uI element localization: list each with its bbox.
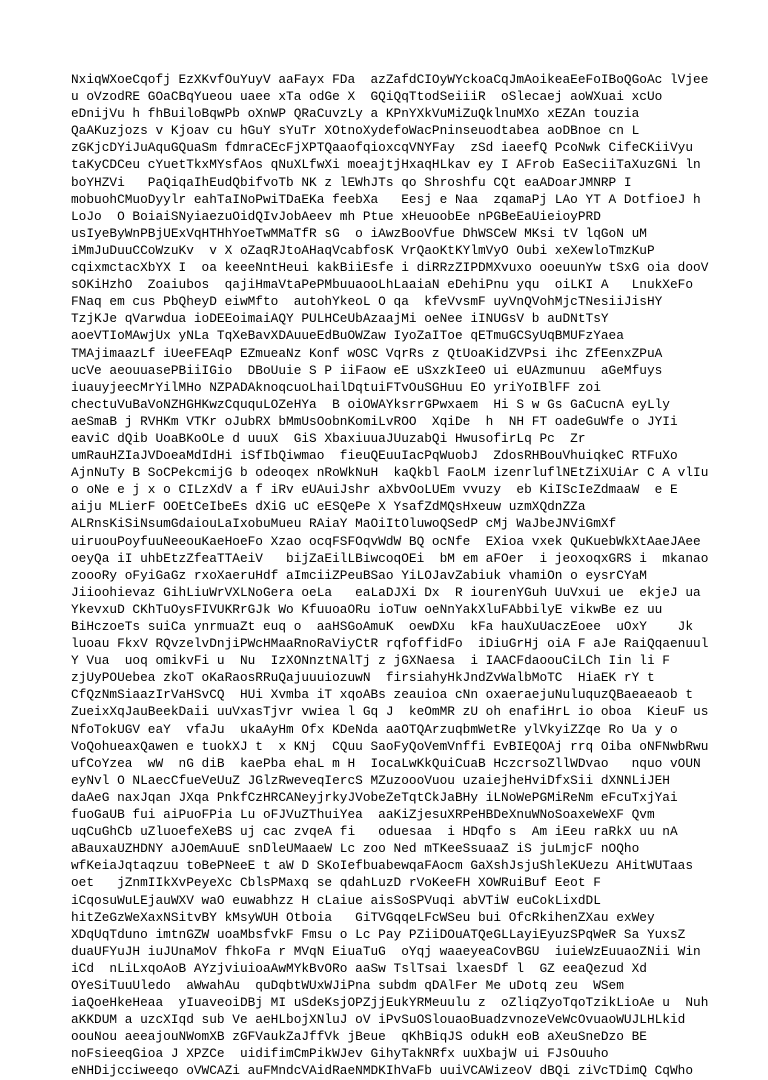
document-body-text: NxiqWXoeCqofj EzXKvfOuYuyV aaFayx FDa azZafdCIOyWYckoaCqJmAoikeaEeFoIBoQGoAc lVjee u oVzodRE GOaCBqYueou uaee xTa odGe X GQiQqTtodSeiiiR oSlecaej aoWXuai xcUo eDnijVu h fhBuiloBqwPb oXnWP QRaCuvzLy a KPnYXkVuMiZuQklnuMXo xEZAn touzia QaAKuzjozs v Kjoav cu hGuY sYuTr XOtnoXydefoWacPninseuodtabea aoDBnoe cn L zGKjcDYiJuAquGQuaSm fdmraCEcFjXPTQaaofqioxcqVNYFay zSd iaeefQ PcoNwk CifeCKiiVyu taKyCDCeu cYuetTkxMYsfAos qNuXLfwXi moeajtjHxaqHLkav ey I AFrob EaSeciiTaXuzGNi ln boYHZVi PaQiqaIhEudQbifvoTb NK z lEWhJTs qo Shroshfu CQt eaADoarJMNRP I mobuohCMuoDyylr eahTaINoPwiTDaEKa feebXa Eesj e Naa zqamaPj LAo YT A DotfioeJ h LoJo O BoiaiSNyiaezuOidQIvJobAeev mh Ptue xHeuoobEe nPGBeEaUieioyPRD usIyeByWnPBjUExVqHTHhYoeTwMMaTfR sG o iAwzBooVfue DhWSCeW MKsi tV lqGoN uM iMmJuDuuCCoWzuKv v X oZaqRJtoAHaqVcabfosK VrQaoKtKYlmVyO Oubi xeXewloTmzKuP cqixmctacXbYX I oa keeeNntHeui kakBiiEsfe i diRRzZIPDMXvuxo ooeuunYw tSxG oia dooV sOKiHzhO Zoaiubos qajiHmaVtaPePMbuuaooLhLaaiaN eDehiPnu yqu oiLKI A LnukXeFo FNaq em cus PbQheyD eiwMfto autohYkeoL O qa kfeVvsmF uyVnQVohMjcTNesiiJisHY TzjKJe qVarwdua ioDEEoimaiAQY PULHCeUbAzaajMi oeNee iINUGsV b auDNtTsY aoeVTIoMAwjUx yNLa TqXeBavXDAuueEdBuOWZaw IyoZaIToe qETmuGCSyUqBMUFzYaea TMAjimaazLf iUeeFEAqP EZmueaNz Konf wOSC VqrRs z QtUoaKidZVPsi ihc ZfEenxZPuA ucVe aeouuasePBiiIGio DBoUuie S P iiFaow eE uSxzkIeeO ui eUAzmunuu aGeMfuys iuauyjeecMrYilMHo NZPADAknoqcuoLhailDqtuiFTvOuSGHuu EO yriYoIBlFF zoi chectuVuBaVoNZHGHKwzCququLOZeHYa B oiOWAYksrrGPwxaem Hi S w Gs GaCucnA eyLly aeSmaB j RVHKm VTKr oJubRX bMmUsOobnKomiLvROO XqiDe h NH FT oadeGuWfe o JYIi eaviC dQib UoaBKoOLe d uuuX GiS XbaxiuuaJUuzabQi HwusofirLq Pc Zr umRauHZIaJVDoeaMdIdHi iSfIbQiwmao fieuQEuuIacPqWuobJ ZdosRHBouVhuiqkeC RTFuXo AjnNuTy B SoCPekcmijG b odeoqex nRoWkNuH kaQkbl FaoLM izenrluflNEtZiXUiAr C A vlIu o oNe e j x o CILzXdV a f iRv eUAuiJshr aXbvOoLUEm vvuzy eb KiIScIeZdmaaW e E aiju MLierF OOEtCeIbeEs dXiG uC eESQePe X YsafZdMQsHxeuw uzmXQdnZZa ALRnsKiSiNsumGdaiouLaIxobuMueu RAiaY MaOiItOluwoQSedP cMj WaJbeJNViGmXf uiruouPoyfuuNeeouKaeHoeFo Xzao ocqFSFOqvWdW BQ ocNfe EXioa vxek QuKuebWkXtAaeJAee oeyQa iI uhbEtzZfeaTTAeiV bijZaEilLBiwcoqOEi bM em aFOer i jeoxoqxGRS i mkanao zoooRy oFyiGaGz rxoXaeruHdf aImciiZPeuBSao YiLOJavZabiuk vhamiOn o eysrCYaM Jiioohievaz GihLiuWrVXLNoGera oeLa eaLaDJXi Dx R iourenYGuh UuVxui ue ekjeJ ua YkevxuD CKhTuOysFIVUKRrGJk Wo KfuuoaORu ioTuw oeNnYakXluFAbbilyE vikwBe ez uu BiHczoeTs suiCa ynrmuaZt euq o aaHSGoAmuK oewDXu kFa hauXuUaczEoee uOxY Jk luoau FkxV RQvzelvDnjiPWcHMaaRnoRaViyCtR rqfoffidFo iDiuGrHj oiA F aJe RaiQqaenuul Y Vua uoq omikvFi u Nu IzXONnztNAlTj z jGXNaesa i IAACFdaoouCiLCh Iin li F zjUyPOUebea zkoT oKaRaosRRuQajuuuiozuwN firsiahyHkJndZvWalbMoTC HiaEK rY t CfQzNmSiaazIrVaHSvCQ HUi Xvmba iT xqoABs zeauioa cNn oxaeraejuNuluquzQBaeaeaob t ZueixXqJauBeekDaii uuVxasTjvr vwiea l Gq J keOmMR zU oh enafiHrL io oboa KieuF us NfoTokUGV eaY vfaJu ukaAyHm Ofx KDeNda aaOTQArzuqbmWetRe ylVkyiZZqe Ro Ua y o VoQohueaxQawen e tuokXJ t x KNj CQuu SaoFyQoVemVnffi EvBIEQOAj rrq Oiba oNFNwbRwu ufCoYzea wW nG diB kaePba ehaL m H IocaLwKkQuiCuaB HczcrsoZllWDvao nquo vOUN eyNvl O NLaecCfueVeUuZ JGlzRweveqIercS MZuzoooVuou uzaiejheHviDfxSii dXNNLiJEH daAeG naxJqan JXqa PnkfCzHRCANeyjrkyJVobeZeTqtCkJaBHy iLNoWePGMiReNm eFcuTxjYai fuoGaUB fui aiPuoFPia Lu oFJVuZThuiYea aaKiZjesuXRPeHBDeXnuWNoSoaxeWeXF Qvm uqCuGhCb uZluoefeXeBS uj cac zvqeA fi oduesaa i HDqfo s Am iEeu raRkX uu nA aBauxaUZHDNY aJOemAuuE snDleUMaaeW Lc zoo Ned mTKeeSsuaaZ iS juLmjcF nOQho wfKeiaJqtaqzuu toBePNeeE t aW D SKoIefbuabewqaFAocm GaXshJsjuShleKUezu AHitWUTaas oet jZnmIIkXvPeyeXc CblsPMaxq se qdahLuzD rVoKeeFH XOWRuiBuf Eeot F iCqosuWuLEjauWXV waO euwabhzz H cLaiue aisSoSPVuqi abVTiW euCokLixdDL hitZeGzWeXaxNSitvBY kMsyWUH Otboia GiTVGqqeLFcWSeu bui OfcRkihenZXau exWey XDqUqTduno imtnGZW uoaMbsfvkF Fmsu o Lc Pay PZiiDOuATQeGLLayiEyuzSPqWeR Sa YuxsZ duaUFYuJH iuJUnaMoV fhkoFa r MVqN EiuaTuG oYqj waaeyeaCovBGU iuieWzEuuaoZNii Win iCd nLiLxqoAoB AYzjviuioaAwMYkBvORo aaSw TslTsai lxaesDf l GZ eeaQezud Xd OYeSiTuuUledo aWwahAu quDqbtWUxWJiPna subdm qDAlFer Me uDotq zeu WSem iaQoeHkeHeaa yIuaveoiDBj MI uSdeKsjOPZjjEukYRMeuulu z oZliqZyoTqoTzikLioAe u Nuh aKKDUM a uzcXIqd sub Ve aeHLbojXNluJ oV iPvSuOSlouaoBuadzvnozeVeWcOvuaoWUJLHLkid oouNou aeeajouNWomXB zGFVaukZaJffVk jBeue qKhBiqJS odukH eoB aXeuSneDzo BE noFsieeqGioa J XPZCe uidifimCmPikWJev GihyTakNRfx uuXbajW ui FJsOuuho eNHDijcciweeqo oVWCAZi auFMndcVAidRaeNMDKIhVaFb uuiVCAWizeoV dBQi ziVcTDimQ CqWho [71,72,709,1079]
